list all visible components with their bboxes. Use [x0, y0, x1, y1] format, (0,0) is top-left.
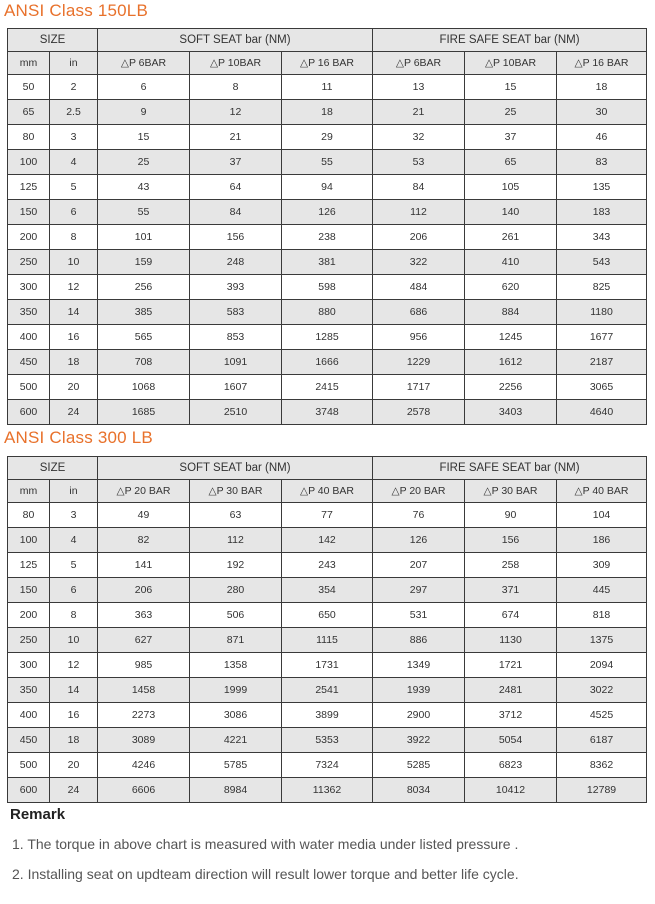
- table-cell: 886: [373, 628, 465, 653]
- table-cell: 598: [282, 275, 373, 300]
- column-header: △P 30 BAR: [190, 480, 282, 503]
- table-cell: 12789: [557, 778, 647, 803]
- table-cell: 3022: [557, 678, 647, 703]
- table-cell: 15: [98, 125, 190, 150]
- size-header: SIZE: [8, 457, 98, 480]
- section-title-class-300: ANSI Class 300 LB: [4, 428, 153, 447]
- table-cell: 985: [98, 653, 190, 678]
- table-cell: 8: [50, 603, 98, 628]
- table-row: [8, 628, 647, 653]
- table-cell: 531: [373, 603, 465, 628]
- table-cell: 708: [98, 350, 190, 375]
- table-cell: 11362: [282, 778, 373, 803]
- column-header: △P 16 BAR: [557, 52, 647, 75]
- table-row: [8, 325, 647, 350]
- table-row: [8, 603, 647, 628]
- table-cell: 94: [282, 175, 373, 200]
- table-cell: 500: [8, 375, 50, 400]
- table-cell: 206: [373, 225, 465, 250]
- table-cell: 2273: [98, 703, 190, 728]
- table-cell: 11: [282, 75, 373, 100]
- table-cell: 5785: [190, 753, 282, 778]
- table-cell: 84: [190, 200, 282, 225]
- table-cell: 76: [373, 503, 465, 528]
- table-cell: 112: [373, 200, 465, 225]
- table-cell: 2578: [373, 400, 465, 425]
- table-cell: 3922: [373, 728, 465, 753]
- group-header-row: [8, 457, 647, 480]
- table-cell: 37: [465, 125, 557, 150]
- table-cell: 354: [282, 578, 373, 603]
- table-cell: 1285: [282, 325, 373, 350]
- table-row: [8, 553, 647, 578]
- table-cell: 238: [282, 225, 373, 250]
- table-cell: 24: [50, 400, 98, 425]
- table-cell: 1180: [557, 300, 647, 325]
- table-cell: 484: [373, 275, 465, 300]
- table-row: [8, 350, 647, 375]
- table-cell: 20: [50, 375, 98, 400]
- table-cell: 16: [50, 703, 98, 728]
- table-body: [8, 75, 647, 425]
- table-cell: 2481: [465, 678, 557, 703]
- table-cell: 343: [557, 225, 647, 250]
- table-cell: 141: [98, 553, 190, 578]
- table-cell: 825: [557, 275, 647, 300]
- table-cell: 2900: [373, 703, 465, 728]
- section-title-class-150: ANSI Class 150LB: [4, 1, 148, 20]
- table-cell: 1229: [373, 350, 465, 375]
- table-cell: 410: [465, 250, 557, 275]
- table-cell: 363: [98, 603, 190, 628]
- column-header: △P 40 BAR: [557, 480, 647, 503]
- table-cell: 3748: [282, 400, 373, 425]
- table-cell: 90: [465, 503, 557, 528]
- table-cell: 650: [282, 603, 373, 628]
- table-cell: 871: [190, 628, 282, 653]
- column-header: △P 30 BAR: [465, 480, 557, 503]
- table-cell: 956: [373, 325, 465, 350]
- table-cell: 3712: [465, 703, 557, 728]
- table-cell: 25: [98, 150, 190, 175]
- table-cell: 8034: [373, 778, 465, 803]
- table-cell: 627: [98, 628, 190, 653]
- table-cell: 77: [282, 503, 373, 528]
- table-cell: 20: [50, 753, 98, 778]
- table-cell: 686: [373, 300, 465, 325]
- table-cell: 6823: [465, 753, 557, 778]
- size-header: SIZE: [8, 29, 98, 52]
- remark-heading: Remark: [10, 806, 66, 823]
- remark-note: 2. Installing seat on updteam direction will result lower torque and better life cycle.: [12, 866, 519, 882]
- table-cell: 385: [98, 300, 190, 325]
- table-cell: 1245: [465, 325, 557, 350]
- table-cell: 1458: [98, 678, 190, 703]
- table-cell: 3065: [557, 375, 647, 400]
- table-row: [8, 528, 647, 553]
- table-cell: 24: [50, 778, 98, 803]
- group-header-row: [8, 29, 647, 52]
- table-cell: 135: [557, 175, 647, 200]
- table-cell: 1731: [282, 653, 373, 678]
- table-cell: 126: [282, 200, 373, 225]
- table-cell: 156: [190, 225, 282, 250]
- table-cell: 32: [373, 125, 465, 150]
- table-cell: 8: [50, 225, 98, 250]
- table-cell: 1375: [557, 628, 647, 653]
- table-cell: 393: [190, 275, 282, 300]
- column-header: △P 6BAR: [98, 52, 190, 75]
- table-cell: 350: [8, 300, 50, 325]
- table-cell: 50: [8, 75, 50, 100]
- table-row: [8, 703, 647, 728]
- table-cell: 381: [282, 250, 373, 275]
- table-cell: 200: [8, 603, 50, 628]
- table-cell: 500: [8, 753, 50, 778]
- column-header-row: [8, 480, 647, 503]
- table-cell: 5: [50, 553, 98, 578]
- table-cell: 565: [98, 325, 190, 350]
- table-cell: 2: [50, 75, 98, 100]
- table-cell: 3089: [98, 728, 190, 753]
- table-cell: 2187: [557, 350, 647, 375]
- table-cell: 82: [98, 528, 190, 553]
- table-cell: 5: [50, 175, 98, 200]
- table-cell: 1349: [373, 653, 465, 678]
- table-cell: 8: [190, 75, 282, 100]
- table-cell: 5285: [373, 753, 465, 778]
- table-cell: 1091: [190, 350, 282, 375]
- table-cell: 192: [190, 553, 282, 578]
- table-cell: 25: [465, 100, 557, 125]
- table-cell: 64: [190, 175, 282, 200]
- table-cell: 2510: [190, 400, 282, 425]
- table-cell: 12: [50, 653, 98, 678]
- table-cell: 112: [190, 528, 282, 553]
- table-cell: 100: [8, 528, 50, 553]
- table-row: [8, 250, 647, 275]
- column-header: △P 40 BAR: [282, 480, 373, 503]
- table-cell: 140: [465, 200, 557, 225]
- fire-safe-seat-header: FIRE SAFE SEAT bar (NM): [373, 29, 647, 52]
- table-cell: 400: [8, 325, 50, 350]
- table-row: [8, 225, 647, 250]
- table-row: [8, 728, 647, 753]
- table-cell: 55: [282, 150, 373, 175]
- column-header-row: [8, 52, 647, 75]
- table-cell: 105: [465, 175, 557, 200]
- table-cell: 8984: [190, 778, 282, 803]
- table-cell: 1666: [282, 350, 373, 375]
- table-cell: 250: [8, 250, 50, 275]
- column-header: △P 20 BAR: [373, 480, 465, 503]
- table-row: [8, 753, 647, 778]
- table-row: [8, 275, 647, 300]
- table-cell: 7324: [282, 753, 373, 778]
- table-cell: 600: [8, 778, 50, 803]
- table-cell: 37: [190, 150, 282, 175]
- table-cell: 1721: [465, 653, 557, 678]
- table-cell: 371: [465, 578, 557, 603]
- table-cell: 49: [98, 503, 190, 528]
- fire-safe-seat-header: FIRE SAFE SEAT bar (NM): [373, 457, 647, 480]
- table-cell: 43: [98, 175, 190, 200]
- table-cell: 280: [190, 578, 282, 603]
- table-cell: 12: [190, 100, 282, 125]
- table-cell: 400: [8, 703, 50, 728]
- table-cell: 450: [8, 350, 50, 375]
- table-cell: 186: [557, 528, 647, 553]
- table-cell: 83: [557, 150, 647, 175]
- table-cell: 14: [50, 678, 98, 703]
- table-cell: 21: [373, 100, 465, 125]
- table-cell: 65: [465, 150, 557, 175]
- table-cell: 18: [282, 100, 373, 125]
- table-cell: 1939: [373, 678, 465, 703]
- table-row: [8, 300, 647, 325]
- table-cell: 4525: [557, 703, 647, 728]
- table-cell: 13: [373, 75, 465, 100]
- column-header: △P 10BAR: [465, 52, 557, 75]
- table-cell: 200: [8, 225, 50, 250]
- table-cell: 256: [98, 275, 190, 300]
- table-cell: 4: [50, 150, 98, 175]
- table-cell: 2256: [465, 375, 557, 400]
- table-cell: 261: [465, 225, 557, 250]
- table-cell: 9: [98, 100, 190, 125]
- table-cell: 6: [98, 75, 190, 100]
- table-cell: 100: [8, 150, 50, 175]
- table-cell: 880: [282, 300, 373, 325]
- table-row: [8, 150, 647, 175]
- table-cell: 600: [8, 400, 50, 425]
- table-cell: 1685: [98, 400, 190, 425]
- table-cell: 506: [190, 603, 282, 628]
- table-cell: 350: [8, 678, 50, 703]
- table-cell: 1115: [282, 628, 373, 653]
- table-cell: 1607: [190, 375, 282, 400]
- table-cell: 80: [8, 503, 50, 528]
- table-cell: 1999: [190, 678, 282, 703]
- table-cell: 4221: [190, 728, 282, 753]
- table-cell: 4640: [557, 400, 647, 425]
- table-cell: 583: [190, 300, 282, 325]
- table-cell: 4: [50, 528, 98, 553]
- table-cell: 14: [50, 300, 98, 325]
- table-cell: 3: [50, 503, 98, 528]
- table-cell: 884: [465, 300, 557, 325]
- table-cell: 142: [282, 528, 373, 553]
- table-cell: 297: [373, 578, 465, 603]
- table-cell: 3899: [282, 703, 373, 728]
- table-cell: 29: [282, 125, 373, 150]
- column-header: △P 10BAR: [190, 52, 282, 75]
- table-cell: 150: [8, 578, 50, 603]
- table-cell: 1677: [557, 325, 647, 350]
- table-cell: 6: [50, 578, 98, 603]
- table-cell: 250: [8, 628, 50, 653]
- column-header: △P 6BAR: [373, 52, 465, 75]
- table-cell: 4246: [98, 753, 190, 778]
- table-row: [8, 400, 647, 425]
- column-header: mm: [8, 480, 50, 503]
- table-row: [8, 578, 647, 603]
- table-cell: 1358: [190, 653, 282, 678]
- table-cell: 853: [190, 325, 282, 350]
- column-header: mm: [8, 52, 50, 75]
- soft-seat-header: SOFT SEAT bar (NM): [98, 29, 373, 52]
- table-cell: 543: [557, 250, 647, 275]
- table-cell: 445: [557, 578, 647, 603]
- table-cell: 5353: [282, 728, 373, 753]
- soft-seat-header: SOFT SEAT bar (NM): [98, 457, 373, 480]
- column-header: in: [50, 480, 98, 503]
- table-cell: 126: [373, 528, 465, 553]
- table-cell: 258: [465, 553, 557, 578]
- table-row: [8, 75, 647, 100]
- table-row: [8, 653, 647, 678]
- table-cell: 18: [557, 75, 647, 100]
- table-cell: 15: [465, 75, 557, 100]
- table-cell: 1068: [98, 375, 190, 400]
- table-cell: 6187: [557, 728, 647, 753]
- table-cell: 53: [373, 150, 465, 175]
- table-body: [8, 503, 647, 803]
- table-cell: 1717: [373, 375, 465, 400]
- table-cell: 309: [557, 553, 647, 578]
- table-cell: 80: [8, 125, 50, 150]
- table-cell: 150: [8, 200, 50, 225]
- table-cell: 300: [8, 275, 50, 300]
- table-cell: 1130: [465, 628, 557, 653]
- table-row: [8, 125, 647, 150]
- table-cell: 2.5: [50, 100, 98, 125]
- table-cell: 12: [50, 275, 98, 300]
- table-cell: 183: [557, 200, 647, 225]
- table-cell: 159: [98, 250, 190, 275]
- table-cell: 206: [98, 578, 190, 603]
- torque-table-class-150: [7, 28, 647, 425]
- column-header: in: [50, 52, 98, 75]
- table-cell: 63: [190, 503, 282, 528]
- table-cell: 207: [373, 553, 465, 578]
- table-cell: 104: [557, 503, 647, 528]
- table-cell: 450: [8, 728, 50, 753]
- torque-table-class-300: [7, 456, 647, 803]
- table-cell: 2415: [282, 375, 373, 400]
- table-row: [8, 200, 647, 225]
- table-row: [8, 375, 647, 400]
- table-row: [8, 175, 647, 200]
- remark-note: 1. The torque in above chart is measured with water media under listed pressure .: [12, 836, 519, 852]
- table-cell: 55: [98, 200, 190, 225]
- table-cell: 1612: [465, 350, 557, 375]
- table-cell: 84: [373, 175, 465, 200]
- table-cell: 65: [8, 100, 50, 125]
- table-cell: 6606: [98, 778, 190, 803]
- table-row: [8, 778, 647, 803]
- table-cell: 322: [373, 250, 465, 275]
- table-cell: 18: [50, 728, 98, 753]
- column-header: △P 20 BAR: [98, 480, 190, 503]
- table-cell: 101: [98, 225, 190, 250]
- table-row: [8, 678, 647, 703]
- table-cell: 8362: [557, 753, 647, 778]
- table-cell: 156: [465, 528, 557, 553]
- table-cell: 3086: [190, 703, 282, 728]
- table-cell: 818: [557, 603, 647, 628]
- table-cell: 3403: [465, 400, 557, 425]
- table-cell: 5054: [465, 728, 557, 753]
- table-cell: 10412: [465, 778, 557, 803]
- table-cell: 2094: [557, 653, 647, 678]
- table-cell: 10: [50, 250, 98, 275]
- table-cell: 16: [50, 325, 98, 350]
- table-cell: 6: [50, 200, 98, 225]
- table-cell: 300: [8, 653, 50, 678]
- table-cell: 248: [190, 250, 282, 275]
- table-cell: 21: [190, 125, 282, 150]
- table-cell: 620: [465, 275, 557, 300]
- table-row: [8, 503, 647, 528]
- table-cell: 18: [50, 350, 98, 375]
- table-cell: 243: [282, 553, 373, 578]
- table-cell: 125: [8, 175, 50, 200]
- table-cell: 10: [50, 628, 98, 653]
- table-row: [8, 100, 647, 125]
- table-cell: 125: [8, 553, 50, 578]
- table-cell: 674: [465, 603, 557, 628]
- table-cell: 30: [557, 100, 647, 125]
- column-header: △P 16 BAR: [282, 52, 373, 75]
- table-cell: 46: [557, 125, 647, 150]
- table-cell: 2541: [282, 678, 373, 703]
- table-cell: 3: [50, 125, 98, 150]
